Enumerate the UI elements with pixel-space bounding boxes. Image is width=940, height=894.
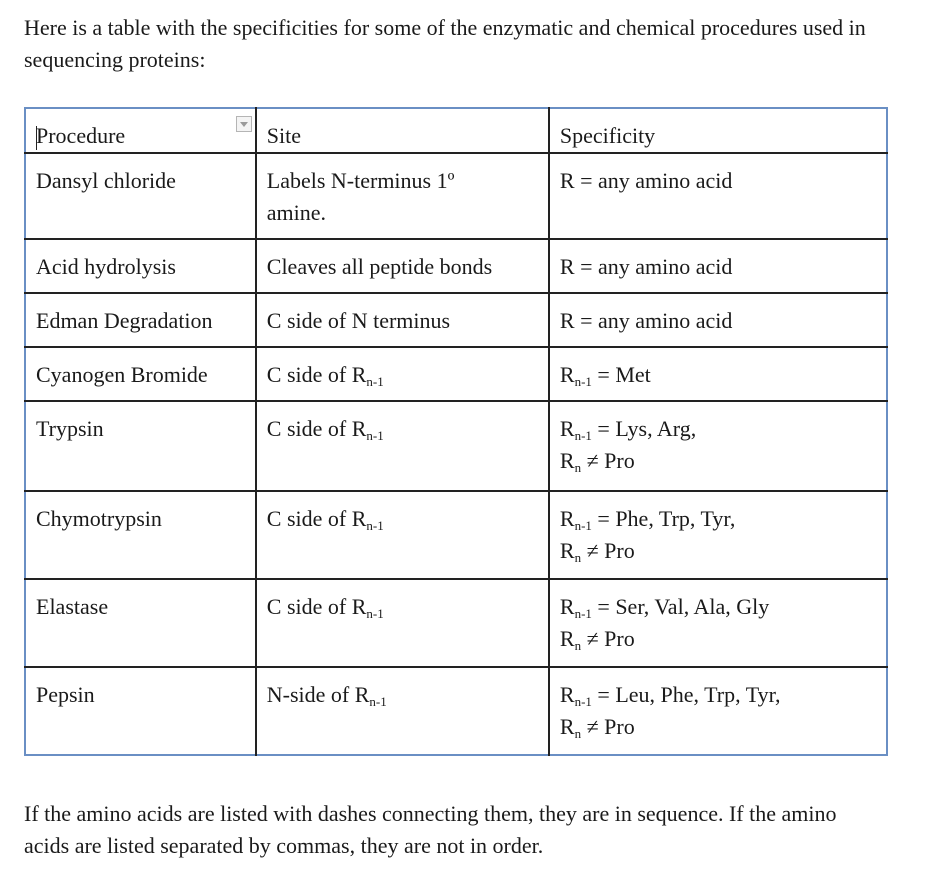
residue-subscript: n: [574, 460, 582, 475]
residue-symbol: R: [559, 308, 575, 333]
residue-symbol: R: [559, 714, 575, 739]
residue-subscript: n-1: [574, 518, 592, 533]
site-line: [267, 503, 538, 535]
table-row: [25, 491, 887, 579]
site-line: Labels N-terminus 1º: [266, 168, 455, 193]
specificity-cell: [549, 347, 887, 401]
specificity-text: = any amino acid: [574, 168, 733, 193]
specificity-text: = Phe, Trp, Tyr,: [591, 506, 736, 531]
site-cell: [256, 347, 549, 401]
specificity-table: [24, 107, 888, 756]
specificity-line: [560, 165, 876, 197]
procedure-cell: [25, 293, 256, 347]
site-text: C side of R: [266, 594, 367, 619]
site-cell: [256, 401, 549, 491]
specificity-text: = any amino acid: [574, 308, 733, 333]
procedure-name: Edman Degradation: [36, 308, 213, 333]
site-subscript: n-1: [366, 606, 384, 621]
site-subscript: n-1: [369, 694, 387, 709]
residue-subscript: n: [574, 726, 582, 741]
specificity-cell: [549, 401, 887, 491]
residue-subscript: n: [574, 638, 582, 653]
intro-line-1: Here is a table with the specificities for some of the enzymatic and chemical procedures used in: [24, 15, 866, 40]
intro-line-2: sequencing proteins:: [24, 47, 206, 72]
specificity-line: [560, 535, 876, 567]
site-cell: [256, 667, 549, 755]
residue-symbol: R: [559, 448, 575, 473]
specificity-cell: [549, 579, 887, 667]
site-text: C side of R: [266, 416, 367, 441]
specificity-text: ≠ Pro: [581, 714, 635, 739]
header-site-label: Site: [266, 123, 301, 148]
residue-subscript: n-1: [574, 428, 592, 443]
specificity-text: = Ser, Val, Ala, Gly: [591, 594, 770, 619]
site-text: C side of R: [266, 362, 367, 387]
residue-symbol: R: [559, 506, 575, 531]
site-cell: [256, 579, 549, 667]
table-row: [25, 579, 887, 667]
procedure-cell: [25, 491, 256, 579]
specificity-cell: [549, 491, 887, 579]
specificity-line: [560, 413, 876, 445]
outro-paragraph: [24, 798, 924, 862]
specificity-text: ≠ Pro: [581, 448, 635, 473]
specificity-text: = Lys, Arg,: [591, 416, 697, 441]
specificity-cell: [549, 153, 887, 239]
procedure-cell: [25, 347, 256, 401]
table-body: [25, 153, 887, 755]
residue-symbol: R: [559, 594, 575, 619]
procedure-name: Elastase: [36, 594, 109, 619]
outro-line-2: acids are listed separated by commas, they are not in order.: [24, 833, 544, 858]
procedure-name: Trypsin: [36, 416, 104, 441]
procedure-name: Chymotrypsin: [36, 506, 162, 531]
specificity-line: [560, 623, 876, 655]
site-line: [267, 591, 538, 623]
residue-symbol: R: [559, 626, 575, 651]
header-site: [256, 108, 549, 153]
table-row: [25, 667, 887, 755]
residue-symbol: R: [559, 538, 575, 563]
table-row: [25, 347, 887, 401]
residue-subscript: n-1: [574, 606, 592, 621]
table-row: [25, 293, 887, 347]
specificity-line: [560, 711, 876, 743]
specificity-line: [560, 305, 876, 337]
site-subscript: n-1: [366, 374, 384, 389]
site-cell: [256, 239, 549, 293]
residue-symbol: R: [559, 682, 575, 707]
header-specificity-label: Specificity: [559, 123, 656, 148]
table-header-row: [25, 108, 887, 153]
residue-symbol: R: [559, 362, 575, 387]
residue-symbol: R: [559, 416, 575, 441]
procedure-name: Dansyl chloride: [36, 168, 176, 193]
specificity-cell: [549, 667, 887, 755]
site-cell: [256, 491, 549, 579]
procedure-cell: [25, 401, 256, 491]
procedure-cell: [25, 667, 256, 755]
site-cell: [256, 293, 549, 347]
site-cell: [256, 153, 549, 239]
procedure-cell: [25, 579, 256, 667]
dropdown-icon[interactable]: [236, 116, 252, 132]
procedure-cell: [25, 239, 256, 293]
site-line: C side of N terminus: [266, 308, 451, 333]
specificity-cell: [549, 239, 887, 293]
header-specificity: [549, 108, 887, 153]
site-subscript: n-1: [366, 428, 384, 443]
specificity-text: = Met: [591, 362, 651, 387]
specificity-cell: [549, 293, 887, 347]
intro-paragraph: [24, 12, 940, 76]
site-line: [267, 413, 538, 445]
residue-subscript: n: [574, 550, 582, 565]
residue-symbol: R: [559, 254, 575, 279]
residue-subscript: n-1: [574, 374, 592, 389]
procedure-cell: [25, 153, 256, 239]
specificity-text: ≠ Pro: [581, 538, 635, 563]
outro-line-1: If the amino acids are listed with dashes connecting them, they are in sequence. If the amino: [24, 801, 837, 826]
residue-symbol: R: [559, 168, 575, 193]
site-text: N-side of R: [266, 682, 370, 707]
header-procedure[interactable]: [25, 108, 256, 153]
specificity-text: = any amino acid: [574, 254, 733, 279]
procedure-name: Pepsin: [36, 682, 95, 707]
header-procedure-label: Procedure: [36, 123, 126, 148]
residue-subscript: n-1: [574, 694, 592, 709]
site-line: [267, 679, 538, 711]
site-line: [267, 359, 538, 391]
table-row: [25, 401, 887, 491]
specificity-line: [560, 679, 876, 711]
table-row: [25, 153, 887, 239]
specificity-text: = Leu, Phe, Trp, Tyr,: [591, 682, 781, 707]
procedure-name: Cyanogen Bromide: [36, 362, 208, 387]
procedure-name: Acid hydrolysis: [36, 254, 176, 279]
specificity-line: [560, 359, 876, 391]
specificity-text: ≠ Pro: [581, 626, 635, 651]
site-line: Cleaves all peptide bonds: [266, 254, 493, 279]
specificity-line: [560, 251, 876, 283]
site-text: C side of R: [266, 506, 367, 531]
table-row: [25, 239, 887, 293]
specificity-line: [560, 503, 876, 535]
specificity-line: [560, 445, 876, 477]
site-subscript: n-1: [366, 518, 384, 533]
specificity-line: [560, 591, 876, 623]
site-line: amine.: [266, 200, 327, 225]
